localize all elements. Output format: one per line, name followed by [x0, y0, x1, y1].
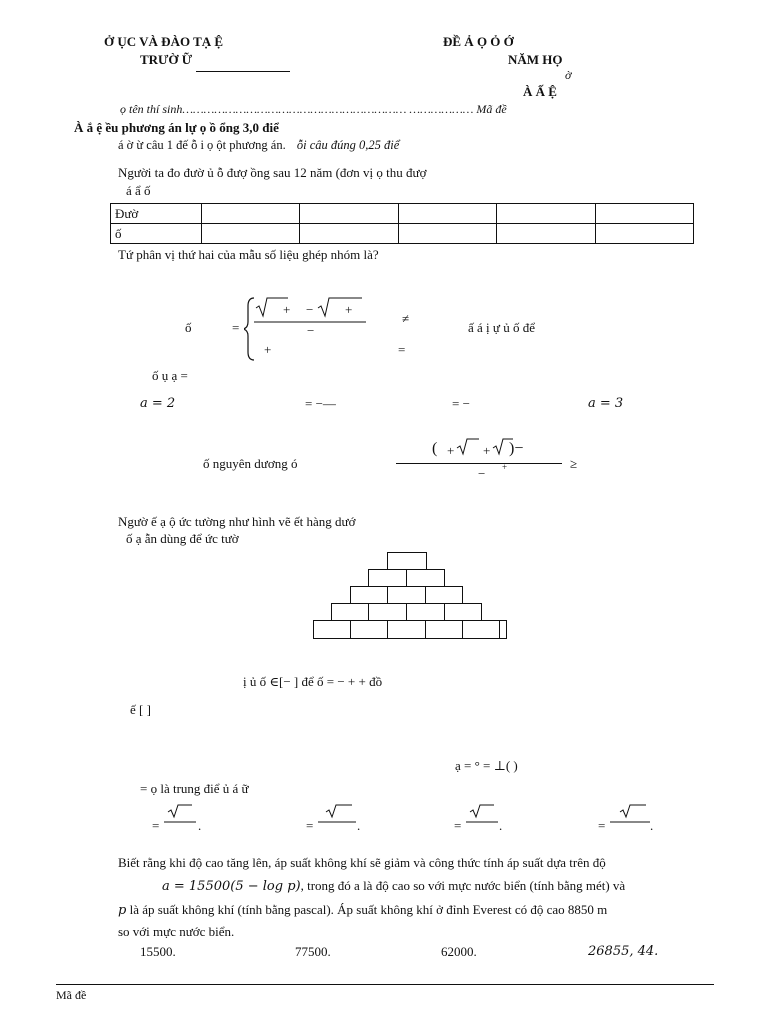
q7-option-b: 77500. — [295, 944, 331, 959]
brick — [368, 603, 407, 621]
header-left-line1: Ở ỤC VÀ ĐÀO TẠ Ệ — [104, 34, 224, 49]
q3-num-close: )− — [509, 440, 524, 457]
q7-option-a: 15500. — [140, 944, 176, 959]
q6-option-a: = — [152, 818, 160, 833]
section1-heading: À ắ ệ ều phương án lự ọ ồ ổng 3,0 điể — [74, 120, 279, 135]
q2-option-b: = −— — [305, 396, 336, 411]
q7-option-c: 62000. — [441, 944, 477, 959]
q3-num-plus2: + — [483, 443, 491, 458]
q6-frac-a — [164, 804, 198, 830]
q7-formula: a = 15500(5 − log p) — [162, 879, 301, 894]
q6-option-a-dot: . — [198, 818, 202, 833]
q1-text2: á ẩ ố — [126, 183, 151, 198]
q7-line3 — [118, 902, 607, 918]
table-cell — [595, 204, 693, 224]
q1-table — [110, 203, 694, 244]
q6-text2: = ọ là trung điể ủ á ữ — [140, 781, 249, 796]
brick — [387, 586, 426, 604]
table-cell — [300, 224, 398, 244]
q7-option-d: 26855, 44. — [588, 944, 659, 959]
q3-num-plus1: + — [447, 443, 455, 458]
brick — [368, 569, 407, 587]
q2-eq: = — [232, 320, 240, 335]
candidate-line: ọ tên thí sinh……………………………………………………… ……………… Mã đề — [120, 102, 507, 116]
table-cell — [497, 224, 595, 244]
q7-text4: so với mực nước biển. — [118, 924, 235, 939]
q6-frac-d — [610, 804, 652, 830]
q3-fraction-bar — [396, 463, 562, 464]
q2-bottom-eq: = — [398, 342, 406, 357]
q3-den-plus: + — [502, 462, 508, 472]
header-underline — [196, 71, 290, 72]
q2-option-c: = − — [452, 396, 470, 411]
q7-p-var: p — [118, 903, 127, 918]
header-right-line1: ĐỀ Ả Ọ Ỏ Ớ — [443, 34, 514, 49]
table-row — [111, 204, 694, 224]
brick — [387, 620, 426, 639]
q4-text1: Ngườ ế ạ ộ ức tường như hình vẽ ết hàng dướ — [118, 514, 356, 529]
q6-option-d-dot: . — [650, 818, 654, 833]
q2-top-minus: − — [306, 302, 314, 317]
header-right-line3: ờ — [565, 68, 572, 82]
q6-frac-c — [466, 804, 500, 830]
q2-top-plus: + — [283, 302, 291, 317]
q2-tail: ấ á ị ự ủ ố để — [468, 320, 535, 335]
q3-num-open: ( — [432, 440, 438, 457]
q1-question: Tứ phân vị thứ hai của mẫu số liệu ghép nhóm là? — [118, 247, 379, 262]
brick — [425, 620, 463, 639]
brick — [462, 620, 500, 639]
q3-geq: ≥ — [570, 456, 578, 471]
brick — [350, 620, 388, 639]
q3-den: − — [478, 466, 486, 481]
table-cell — [398, 204, 496, 224]
table-cell — [202, 204, 300, 224]
q7-text2: , trong đó a là độ cao so với mực nước biển (tính bằng mét) và — [300, 878, 626, 893]
q2-lead: ố — [185, 320, 192, 335]
table-cell — [300, 204, 398, 224]
q7-line2 — [162, 878, 625, 894]
brick — [444, 603, 482, 621]
table-cell — [398, 224, 496, 244]
brick — [331, 603, 369, 621]
q6-text1: ạ = ° = ⊥( ) — [455, 758, 518, 773]
brick — [406, 569, 445, 587]
table-cell — [595, 224, 693, 244]
table-cell — [202, 224, 300, 244]
header-right-line2: NĂM HỌ — [508, 52, 563, 67]
header-right-line4: À Ấ Ệ — [523, 84, 557, 99]
instruction-italic: ỗi câu đúng 0,25 điể — [296, 138, 400, 152]
footer-divider — [56, 984, 714, 985]
q2-denominator: − — [307, 323, 315, 338]
q2-neq: ≠ — [402, 311, 410, 326]
brick — [313, 620, 351, 639]
brick — [406, 603, 445, 621]
footer-label: Mã đề — [56, 988, 87, 1002]
table-cell: Đườ — [111, 204, 202, 224]
table-cell — [497, 204, 595, 224]
q3-radicals — [455, 438, 515, 458]
header-left-line2: TRƯỜ Ữ — [140, 52, 193, 67]
q5-text2: ế [ ] — [130, 702, 151, 717]
instruction-plain: á ờ ừ câu 1 đế ỗ i ọ ột phương án. — [118, 138, 286, 152]
brick — [350, 586, 388, 604]
q7-text3: là áp suất không khí (tính bằng pascal). Áp suất không khí ở đỉnh Everest có độ cao 8850 m — [126, 902, 608, 917]
q2-option-a: a = 2 — [140, 396, 176, 411]
q6-option-b: = — [306, 818, 314, 833]
q6-option-c: = — [454, 818, 462, 833]
q2-bottom-plus: + — [264, 342, 272, 357]
table-cell: ố — [111, 224, 202, 244]
table-row — [111, 224, 694, 244]
section1-instruction — [118, 138, 399, 153]
q2-top-plus2: + — [345, 302, 353, 317]
q1-text1: Người ta đo đườ ủ ỗ đượ ồng sau 12 năm (đơn vị ọ thu đượ — [118, 165, 427, 180]
q6-frac-b — [318, 804, 358, 830]
brick — [425, 586, 463, 604]
q5-text: ị ủ ố ∈[− ] để ố = − + + đồ — [243, 674, 383, 689]
q2-option-d: a = 3 — [588, 396, 624, 411]
q6-option-b-dot: . — [357, 818, 361, 833]
q4-text2: ố ạ ẫn dùng để ức tườ — [126, 531, 239, 546]
brick — [387, 552, 427, 570]
q6-option-c-dot: . — [499, 818, 503, 833]
q3-lead: ố nguyên dương ó — [203, 456, 298, 471]
q6-option-d: = — [598, 818, 606, 833]
brick — [499, 620, 507, 639]
q2-line2: ố ụ ạ = — [152, 368, 188, 383]
q7-text1: Biết rằng khi độ cao tăng lên, áp suất không khí sẽ giảm và công thức tính áp suất dựa trên độ — [118, 855, 606, 870]
